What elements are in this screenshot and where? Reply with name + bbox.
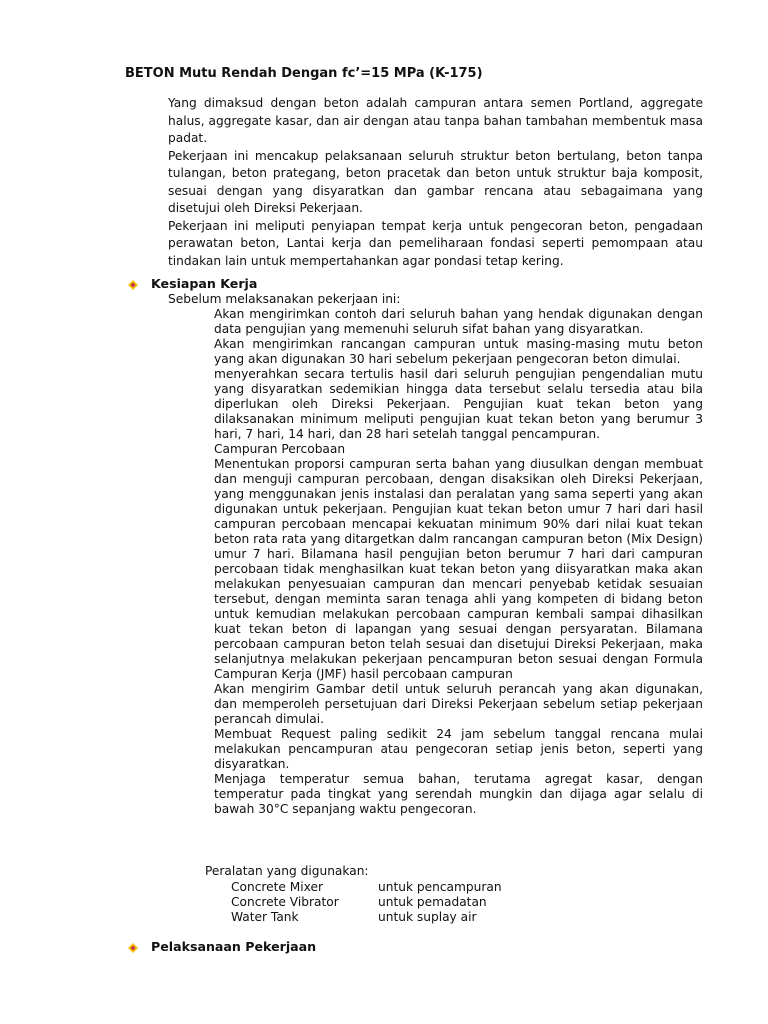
- equipment-use: untuk suplay air: [378, 910, 477, 924]
- equipment-use: untuk pencampuran: [378, 880, 502, 894]
- list-item: Membuat Request paling sedikit 24 jam sebelum tanggal rencana mulai melakukan pencampuran atau pengecoran setiap jenis beton, seperti yang disyaratkan.: [214, 727, 703, 771]
- list-item-subheading: Campuran Percobaan: [214, 442, 346, 456]
- equipment-name: Water Tank: [231, 910, 299, 924]
- list-item: menyerahkan secara tertulis hasil dari seluruh pengujian pengendalian mutu yang disyaratkan sedemikian hingga data tersebut selalu tersedia atau bila diperlukan oleh Direksi Pekerjaan. Pengujian kuat tekan beton yang dilaksanakan minimum meliputi pengujian kuat tekan beton yang berumur 3 hari, 7 hari, 14 hari, dan 28 hari setelah tanggal pencampuran.: [214, 367, 703, 441]
- section-lead-text: Sebelum melaksanakan pekerjaan ini:: [168, 292, 401, 306]
- section-heading-pelaksanaan-pekerjaan: Pelaksanaan Pekerjaan: [151, 939, 317, 954]
- equipment-title: Peralatan yang digunakan:: [205, 864, 369, 878]
- intro-section: [168, 95, 703, 270]
- list-item: Menentukan proporsi campuran serta bahan yang diusulkan dengan membuat dan menguji campuran percobaan, dengan disaksikan oleh Direksi Pekerjaan, yang menggunakan jenis instalasi dan peralatan yang sama seperti yang akan digunakan untuk pekerjaan. Pengujian kuat tekan beton umur 7 hari dari hasil campuran percobaan mencapai kekuatan minimum 90% dari nilai kuat tekan beton rata rata yang ditargetkan dalm rancangan campuran beton (Mix Design) umur 7 hari. Bilamana hasil pengujian beton berumur 7 hari dari campuran percobaan tidak menghasilkan kuat tekan beton yang diisyaratkan maka akan melakukan penyesuaian campuran dan mencari penyebab ketidak sesuaian tersebut, dengan meminta saran tenaga ahli yang kompeten di bidang beton untuk kemudian melakukan percobaan campuran kembali sampai dihasilkan kuat tekan beton di lapangan yang sesuai dengan persyaratan. Bilamana percobaan campuran beton telah sesuai dan disetujui Direksi Pekerjaan, maka selanjutnya melakukan pekerjaan pencampuran beton sesuai dengan Formula Campuran Kerja (JMF) hasil percobaan campuran: [214, 457, 703, 681]
- document-title: BETON Mutu Rendah Dengan fc’=15 MPa (K-175): [125, 66, 483, 81]
- list-item: Akan mengirimkan rancangan campuran untuk masing-masing mutu beton yang akan digunakan 30 hari sebelum pekerjaan pengecoran beton dimulai.: [214, 337, 703, 366]
- bullet-diamond-icon: [128, 943, 138, 953]
- bullet-diamond-icon: [128, 280, 138, 290]
- intro-paragraph-3: Pekerjaan ini meliputi penyiapan tempat kerja untuk pengecoran beton, pengadaan perawatan beton, Lantai kerja dan pemeliharaan fondasi seperti pemompaan atau tindakan lain untuk mempertahankan agar pondasi tetap kering.: [168, 218, 703, 268]
- kesiapan-kerja-list: [214, 307, 703, 817]
- equipment-name: Concrete Vibrator: [231, 895, 339, 909]
- list-item: Akan mengirimkan contoh dari seluruh bahan yang hendak digunakan dengan data pengujian yang memenuhi seluruh sifat bahan yang disyaratkan.: [214, 307, 703, 336]
- equipment-use: untuk pemadatan: [378, 895, 487, 909]
- intro-paragraph-1: Yang dimaksud dengan beton adalah campuran antara semen Portland, aggregate halus, aggregate kasar, dan air dengan atau tanpa bahan tambahan membentuk masa padat.: [168, 96, 703, 145]
- list-item: Menjaga temperatur semua bahan, terutama agregat kasar, dengan temperatur pada tingkat yang serendah mungkin dan dijaga agar selalu di bawah 30°C sepanjang waktu pengecoran.: [214, 772, 703, 816]
- list-item: Akan mengirim Gambar detil untuk seluruh perancah yang akan digunakan, dan memperoleh persetujuan dari Direksi Pekerjaan sebelum setiap pekerjaan perancah dimulai.: [214, 682, 703, 726]
- section-heading-kesiapan-kerja: Kesiapan Kerja: [151, 276, 258, 291]
- equipment-name: Concrete Mixer: [231, 880, 324, 894]
- intro-paragraph-2: Pekerjaan ini mencakup pelaksanaan seluruh struktur beton bertulang, beton tanpa tulangan, beton prategang, beton pracetak dan beton untuk struktur baja komposit, sesuai dengan yang disyaratkan dan gambar rencana atau sebagaimana yang disetujui oleh Direksi Pekerjaan.: [168, 148, 703, 215]
